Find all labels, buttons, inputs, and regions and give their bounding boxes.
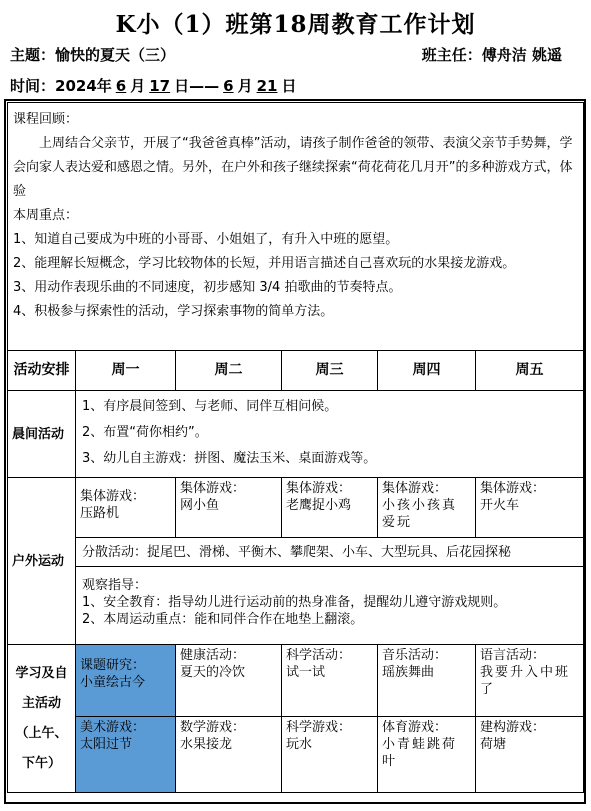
schedule-header-row <box>8 351 584 391</box>
study-type: 数学游戏： <box>180 720 246 735</box>
study-type: 课题研究： <box>80 658 146 673</box>
game-name: 网小鱼 <box>180 498 220 513</box>
study-name: 瑶族舞曲 <box>382 665 435 680</box>
time-text: 月 <box>237 77 253 95</box>
header-activity: 活动安排 <box>8 351 76 391</box>
study-label-line: 下午） <box>21 755 61 771</box>
outdoor-label: 户外运动 <box>8 478 76 645</box>
theme-label: 主题： <box>10 46 56 64</box>
morning-item: 2、布置“荷你相约”。 <box>82 425 208 440</box>
observe-heading: 观察指导： <box>82 578 148 593</box>
morning-item: 3、幼儿自主游戏：拼图、魔法玉米、桌面游戏等。 <box>82 451 377 466</box>
study-name: 我要升入中班了 <box>480 665 571 697</box>
study-name: 水果接龙 <box>180 737 233 752</box>
game-name: 压路机 <box>80 506 120 521</box>
time-text: 月 <box>130 77 146 95</box>
focus-heading: 本周重点： <box>13 208 79 223</box>
time-line <box>10 75 296 96</box>
study-type: 建构游戏： <box>480 720 546 735</box>
study-type: 音乐活动： <box>382 648 448 663</box>
game-type: 集体游戏： <box>480 481 546 496</box>
review-text: 上周结合父亲节，开展了“我爸爸真棒”活动，请孩子制作爸爸的领带、表演父亲节手势舞，学会向家人表达爱和感恩之情。另外，在户外和孩子继续探索“荷花荷花几月开”的多种游戏方式，体验 <box>13 136 573 199</box>
study-name: 小青蛙跳荷叶 <box>382 737 458 769</box>
study-type: 体育游戏： <box>382 720 448 735</box>
start-day: 17 <box>149 77 171 95</box>
study-type: 美术游戏： <box>80 720 146 735</box>
review-heading: 课程回顾： <box>13 112 79 127</box>
game-type: 集体游戏： <box>382 481 448 496</box>
theme-line <box>10 44 580 65</box>
observe-item: 1、安全教育：指导幼儿进行运动前的热身准备，提醒幼儿遵守游戏规则。 <box>82 595 507 610</box>
end-month: 6 <box>223 77 234 95</box>
time-text: 日 <box>281 77 297 95</box>
game-name: 开火车 <box>480 498 520 513</box>
game-name: 小孩小孩真爱玩 <box>382 498 458 530</box>
focus-item: 2、能理解长短概念，学习比较物体的长短，并用语言描述自己喜欢玩的水果接龙游戏。 <box>13 256 516 271</box>
header-thu: 周四 <box>378 351 476 391</box>
study-label-line: 学习及自 <box>15 665 68 681</box>
outdoor-games-row <box>8 478 584 538</box>
time-text: 年 <box>96 77 112 95</box>
outdoor-observe-row <box>8 567 584 645</box>
morning-row <box>8 391 584 478</box>
focus-item: 4、积极参与探索性的活动，学习探索事物的简单方法。 <box>13 304 334 319</box>
study-label-line: 主活动 <box>21 695 61 711</box>
observe-item: 2、本周运动重点：能和同伴合作在地垫上翻滚。 <box>82 612 364 627</box>
study-name: 夏天的冷饮 <box>180 665 246 680</box>
teacher-value: 傅舟洁 姚遥 <box>481 46 562 64</box>
time-year: 2024 <box>55 77 97 95</box>
game-type: 集体游戏： <box>180 481 246 496</box>
header-fri: 周五 <box>476 351 584 391</box>
study-label-line: （上午、 <box>15 725 68 741</box>
review-row <box>8 103 584 351</box>
teacher-label: 班主任： <box>421 46 482 64</box>
group-activity: 分散活动：捉尾巴、滑梯、平衡木、攀爬架、小车、大型玩具、后花园探秘 <box>76 538 584 567</box>
time-text: 日—— <box>174 77 220 95</box>
header-wed: 周三 <box>282 351 378 391</box>
study-name: 太阳过节 <box>80 737 133 752</box>
study-type: 科学活动： <box>286 648 352 663</box>
theme-value: 愉快的夏天（三） <box>55 46 176 64</box>
page-title: K小（1）班第18周教育工作计划 <box>115 11 476 38</box>
focus-item: 3、用动作表现乐曲的不同速度，初步感知 3/4 拍歌曲的节奏特点。 <box>13 280 402 295</box>
plan-table <box>7 102 584 793</box>
study-name: 玩水 <box>286 737 313 752</box>
study-row-1 <box>8 645 584 717</box>
game-name: 老鹰捉小鸡 <box>286 498 352 513</box>
study-row-2 <box>8 717 584 793</box>
time-label: 时间： <box>10 77 56 95</box>
study-name: 荷塘 <box>480 737 507 752</box>
end-day: 21 <box>256 77 278 95</box>
outdoor-group-row <box>8 538 584 567</box>
start-month: 6 <box>115 77 127 95</box>
study-type: 语言活动： <box>480 648 546 663</box>
study-name: 小童绘古今 <box>80 675 146 690</box>
focus-item: 1、知道自己要成为中班的小哥哥、小姐姐了，有升入中班的愿望。 <box>13 232 399 247</box>
game-type: 集体游戏： <box>80 489 146 504</box>
header-mon: 周一 <box>76 351 176 391</box>
study-label <box>8 645 76 793</box>
header-tue: 周二 <box>176 351 282 391</box>
study-type: 科学游戏： <box>286 720 352 735</box>
study-name: 试一试 <box>286 665 326 680</box>
morning-item: 1、有序晨间签到、与老师、同伴互相问候。 <box>82 399 338 414</box>
teacher-info <box>422 44 562 65</box>
morning-label: 晨间活动 <box>8 391 76 478</box>
game-type: 集体游戏： <box>286 481 352 496</box>
study-type: 健康活动： <box>180 648 246 663</box>
